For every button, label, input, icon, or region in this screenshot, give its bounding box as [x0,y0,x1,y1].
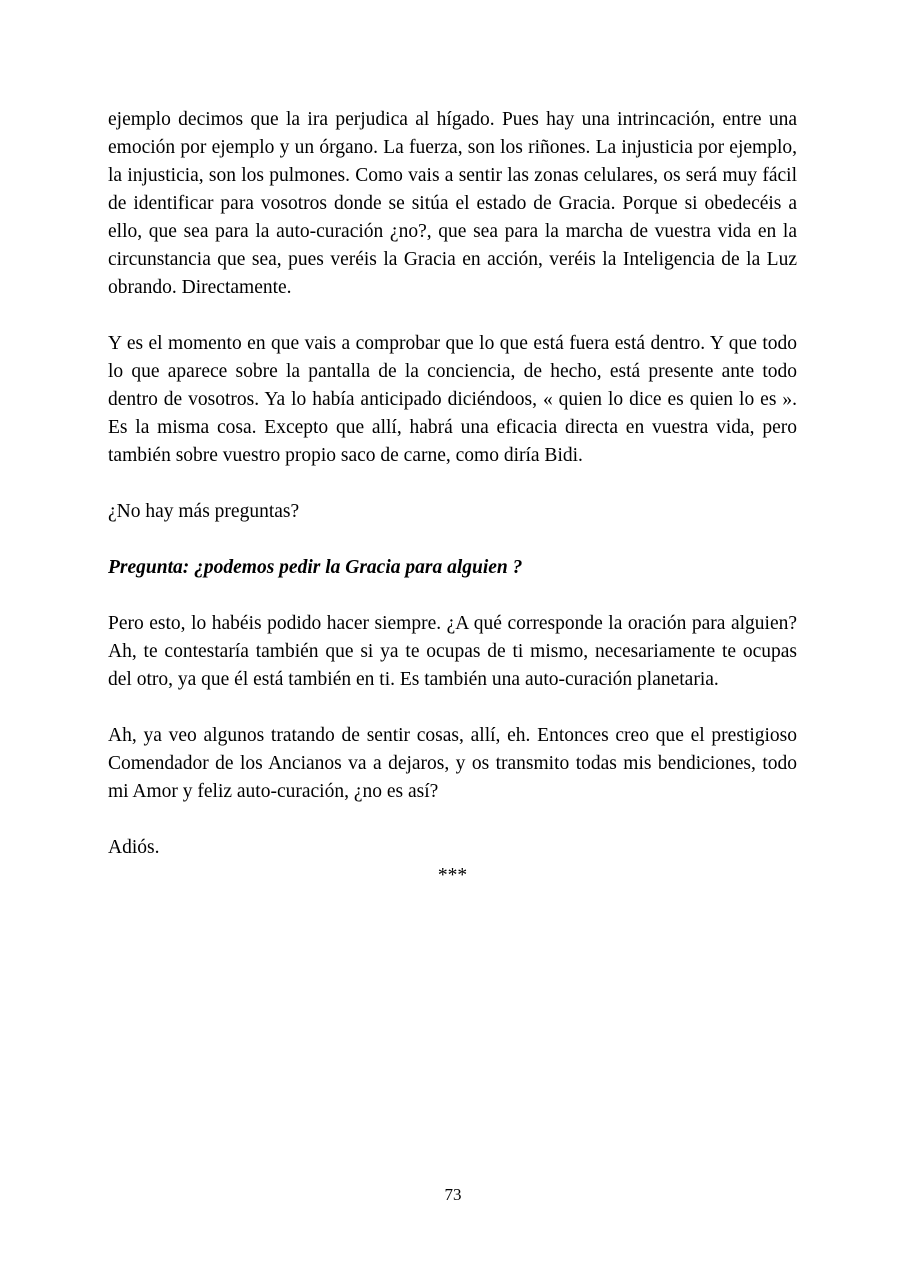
body-text [108,106,797,890]
paragraph-2: Y es el momento en que vais a comprobar que lo que está fuera está dentro. Y que todo lo que aparece sobre la pantalla de la conciencia, de hecho, está presente ante todo dentro de vosotros. Ya lo había anticipado diciéndoos, « quien lo dice es quien lo es ». Es la misma cosa. Excepto que allí, habrá una eficacia directa en vuestra vida, pero también sobre vuestro propio saco de carne, como diría Bidi. [108,333,797,466]
section-separator: *** [437,865,468,886]
question-heading: Pregunta: ¿podemos pedir la Gracia para alguien ? [108,557,523,578]
answer-paragraph-1: Pero esto, lo habéis podido hacer siempre. ¿A qué corresponde la oración para alguien? Ah, te contestaría también que si ya te ocupas de ti mismo, necesariamente te ocupas del otro, ya que él está también en ti. Es también una auto-curación planetaria. [108,613,797,690]
answer-paragraph-2: Ah, ya veo algunos tratando de sentir cosas, allí, eh. Entonces creo que el prestigioso Comendador de los Ancianos va a dejaros, y os transmito todas mis bendiciones, todo mi Amor y feliz auto-curación, ¿no es así? [108,725,797,802]
paragraph-1: ejemplo decimos que la ira perjudica al hígado. Pues hay una intrincación, entre una emoción por ejemplo y un órgano. La fuerza, son los riñones. La injusticia por ejemplo, la injusticia, son los pulmones. Como vais a sentir las zonas celulares, os será muy fácil de identificar para vosotros donde se sitúa el estado de Gracia. Porque si obedecéis a ello, que sea para la auto-curación ¿no?, que sea para la marcha de vuestra vida en la circunstancia que sea, pues veréis la Gracia en acción, veréis la Inteligencia de la Luz obrando. Directamente. [108,109,797,298]
page-number: 73 [444,1185,462,1204]
paragraph-3: ¿No hay más preguntas? [108,501,300,522]
farewell: Adiós. [108,837,160,858]
